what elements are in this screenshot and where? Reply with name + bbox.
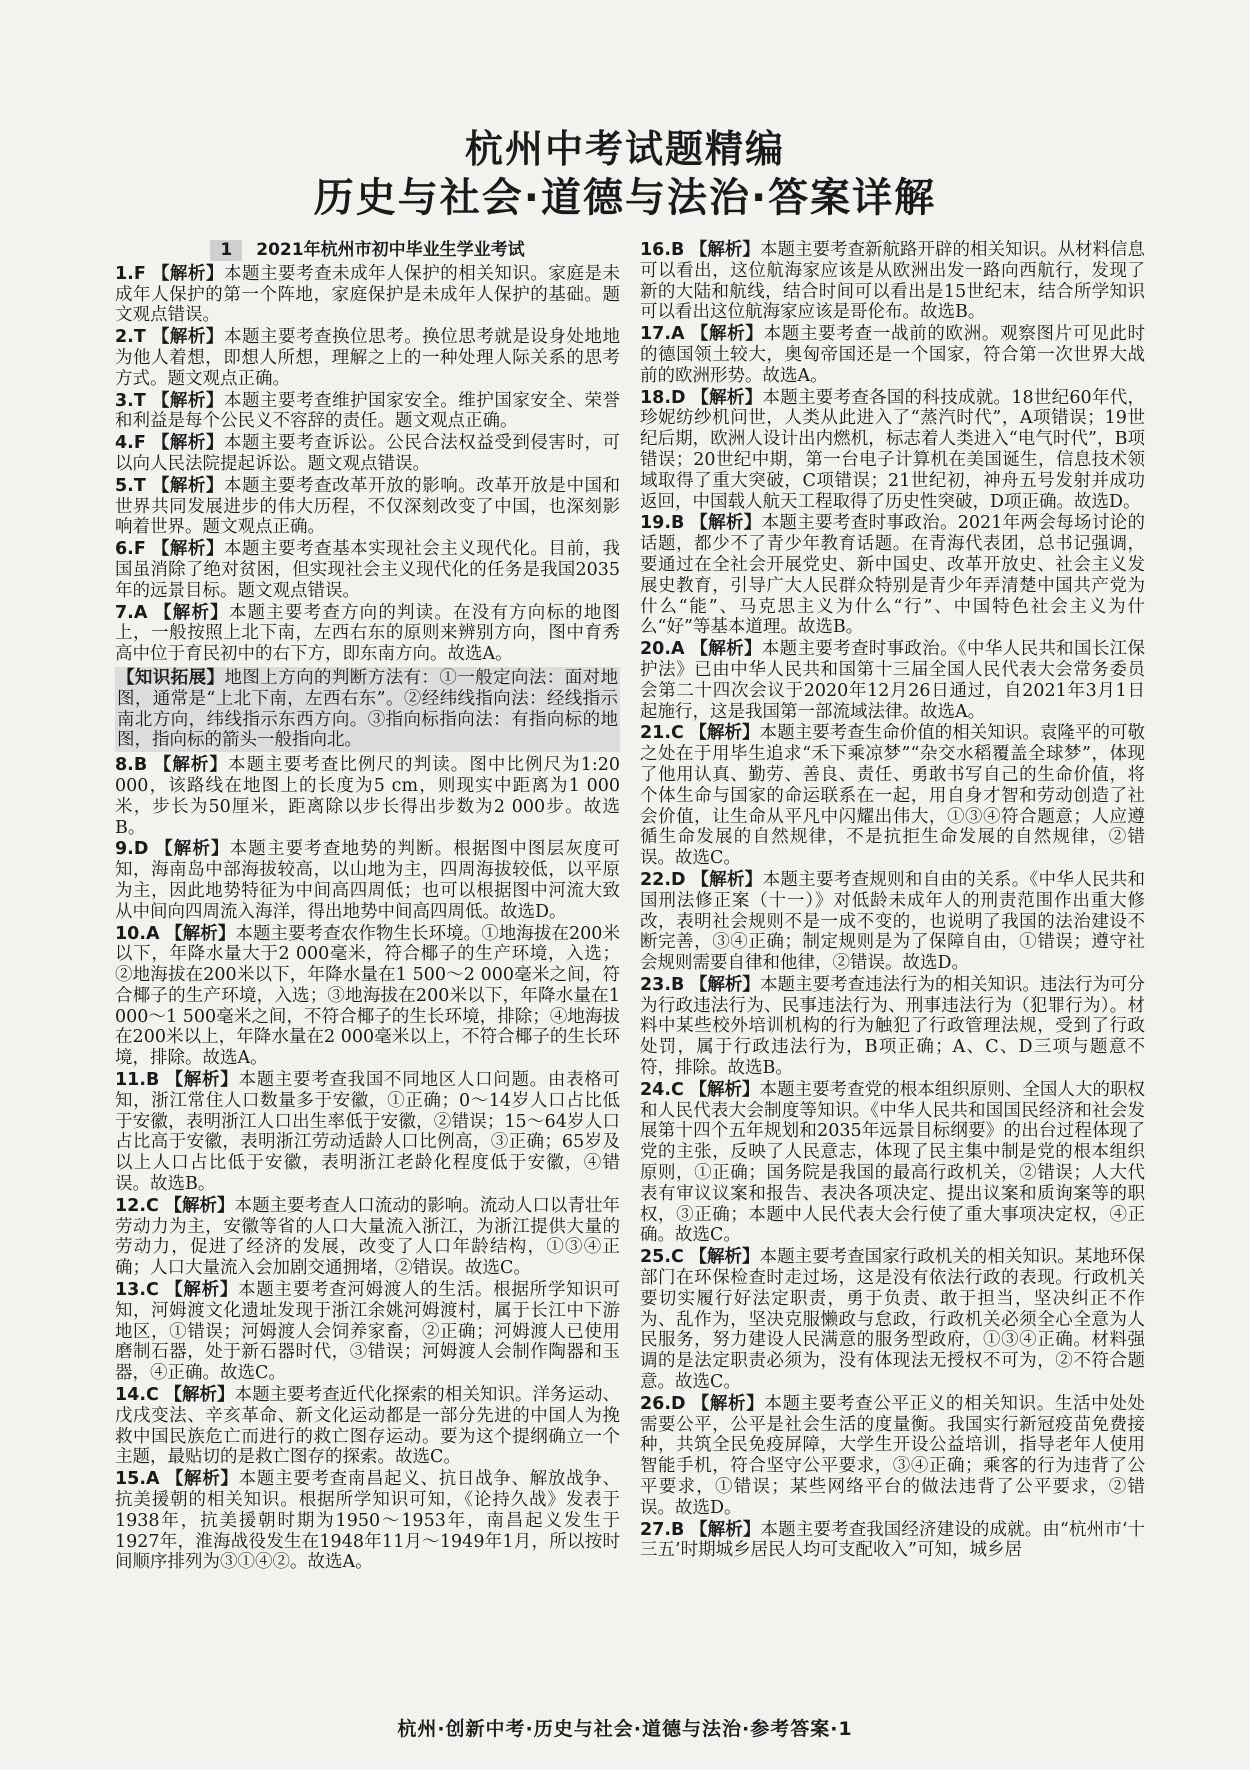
analysis-text: 本题主要考查未成年人保护的相关知识。家庭是未成年人保护的第一个阵地，家庭保护是未成年人保护的基础。题文观点错误。: [115, 263, 621, 326]
answer-item: [115, 1196, 620, 1279]
answer-item: [115, 327, 620, 389]
analysis-text: 本题主要考查人口流动的影响。流动人口以青壮年劳动力为主，安徽等省的人口大量流入浙江，为浙江提供大量的劳动力，促进了经济的发展，改变了人口年龄结构，①③④正确；人口大量流入会加剧交通拥堵，②错误。故选C。: [115, 1195, 620, 1279]
answer-item: [640, 388, 1145, 513]
analysis-tag: 【解析】: [689, 1247, 760, 1268]
analysis-text: 本题主要考查换位思考。换位思考就是设身处地地为他人着想，即想人所想，理解之上的一种处理人际关系的思考方式。题文观点正确。: [115, 327, 620, 389]
analysis-tag: 【解析】: [689, 974, 760, 995]
analysis-tag: 【解析】: [690, 513, 762, 534]
answer-item: [115, 539, 620, 601]
answer-item: [115, 1385, 620, 1468]
question-number: 22.D: [640, 869, 686, 890]
question-number: 1.F: [115, 263, 146, 284]
question-number: 19.B: [640, 513, 685, 534]
analysis-tag: 【解析】: [151, 475, 224, 496]
question-number: 17.A: [640, 324, 685, 345]
analysis-text: 本题主要考查农作物生长环境。①地海拔在200米以下，年降水量大于2 000毫米，符合椰子的生产环境，入选；②地海拔在200米以下，年降水量在1 500～2 000毫米之间，符合椰子的生产环境，入选；③地海拔在200米以下，年降水量在1 000～1 500毫米之间，不符合椰子的生长环境，排除；④地海拔在200米以上，年降水量在2 000毫米以上，不符合椰子的生长环境，排除。故选A。: [115, 923, 620, 1069]
analysis-text: 本题主要考查南昌起义、抗日战争、解放战争、抗美援朝的相关知识。根据所学知识可知，《论持久战》发表于1938年，抗美援朝时期为1950～1953年，南昌起义发生于1927年，淮海战役发生在1948年11月～1949年1月，所以按时间顺序排列为③①④②。故选A。: [115, 1469, 620, 1573]
question-number: 26.D: [640, 1393, 686, 1414]
analysis-tag: 【解析】: [691, 1393, 765, 1414]
answer-item: [640, 240, 1145, 323]
knowledge-extension-tag: 【知识拓展】: [117, 667, 225, 688]
answer-item: [115, 1280, 620, 1384]
question-number: 18.D: [640, 387, 686, 408]
question-number: 23.B: [640, 974, 685, 995]
analysis-tag: 【解析】: [164, 1195, 235, 1216]
left-column: [115, 240, 620, 1574]
question-number: 4.F: [115, 433, 146, 454]
page-title-line1: 杭州中考试题精编: [464, 127, 785, 171]
analysis-text: 本题主要考查近代化探索的相关知识。洋务运动、戊戌变法、辛亥革命、新文化运动都是一部分先进的中国人为挽救中国民族危亡而进行的救亡图存运动。要为这个提纲确立一个主题，最贴切的是救亡图存的探索。故选C。: [115, 1385, 620, 1468]
analysis-text: 本题主要考查改革开放的影响。改革开放是中国和世界共同发展进步的伟大历程，不仅深刻改变了中国，也深刻影响着世界。题文观点正确。: [115, 475, 620, 538]
question-number: 24.C: [640, 1079, 684, 1100]
analysis-text: 本题主要考查时事政治。2021年两会每场讨论的话题，都少不了青少年教育话题。在青海代表团，总书记强调，要通过在全社会开展党史、新中国史、改革开放史、社会主义发展史教育，引导广大人民群众特别是青少年弄清楚中国共产党为什么“能”、马克思主义为什么“行”、中国特色社会主义为什么“好”等基本道理。故选B。: [640, 513, 1145, 638]
answer-item: [640, 723, 1145, 869]
answer-item: [115, 264, 620, 326]
answer-item: [115, 924, 620, 1070]
question-number: 7.A: [115, 602, 148, 623]
answer-item: [640, 1080, 1145, 1246]
question-number: 2.T: [115, 327, 146, 348]
question-number: 25.C: [640, 1247, 684, 1268]
analysis-text: 本题主要考查各国的科技成就。18世纪60年代，珍妮纺纱机问世，人类从此进入了“蒸汽时代”，A项错误；19世纪后期，欧洲人设计出内燃机，标志着人类进入“电气时代”，B项错误；20世纪中期，第一台电子计算机在美国诞生，信息技术领域取得了重大突破，C项错误；21世纪初，神舟五号发射并成功返回，中国载人航天工程取得了历史性突破，D项正确。故选D。: [640, 387, 1145, 512]
knowledge-extension: [115, 667, 620, 752]
exam-number: 1: [210, 240, 242, 261]
exam-title: 2021年杭州市初中毕业生学业考试: [256, 240, 525, 260]
analysis-tag: 【解析】: [165, 923, 236, 944]
analysis-tag: 【解析】: [154, 602, 229, 623]
analysis-text: 本题主要考查一战前的欧洲。观察图片可见此时的德国领土较大，奥匈帝国还是一个国家，符合第一次世界大战前的欧洲形势。故选A。: [640, 324, 1145, 386]
answer-item: [115, 476, 620, 538]
analysis-tag: 【解析】: [690, 324, 764, 345]
question-number: 11.B: [115, 1070, 160, 1091]
analysis-text: 本题主要考查新航路开辟的相关知识。从材料信息可以看出，这位航海家应该是从欧洲出发一路向西航行，发现了新的大陆和航线，结合时间可以看出是15世纪末，结合所学知识可以看出这位航海家应该是哥伦布。故选B。: [640, 240, 1145, 323]
left-items-group-b: [115, 755, 620, 1573]
analysis-tag: 【解析】: [691, 869, 763, 890]
page-footer: 杭州·创新中考·历史与社会·道德与法治·参考答案·1: [397, 1718, 853, 1740]
question-number: 5.T: [115, 475, 146, 496]
question-number: 27.B: [640, 1519, 685, 1540]
analysis-text: 本题主要考查我国不同地区人口问题。由表格可知，浙江常住人口数量多于安徽，①正确；0～14岁人口占比低于安徽，表明浙江人口出生率低于安徽，②错误；15～64岁人口占比高于安徽，表明浙江劳动适龄人口比例高，③正确；65岁及以上人口占比低于安徽，表明浙江老龄化程度低于安徽，④错误。故选B。: [115, 1070, 620, 1195]
analysis-tag: 【解析】: [165, 1280, 239, 1301]
question-number: 21.C: [640, 723, 684, 744]
analysis-text: 本题主要考查诉讼。公民合法权益受到侵害时，可以向人民法院提起诉讼。题文观点错误。: [115, 433, 621, 474]
analysis-tag: 【解析】: [165, 1070, 239, 1091]
answer-item: [115, 1070, 620, 1195]
question-number: 15.A: [115, 1469, 160, 1490]
question-number: 8.B: [115, 755, 148, 776]
question-number: 10.A: [115, 923, 160, 944]
answer-item: [115, 603, 620, 665]
question-number: 9.D: [115, 839, 149, 860]
analysis-text: 本题主要考查党的根本组织原则、全国人大的职权和人民代表大会制度等知识。《中华人民共和国国民经济和社会发展第十四个五年规划和2035年远景目标纲要》的出台过程体现了党的主张，反映了人民意志，体现了民主集中制是党的根本组织原则，①正确；国务院是我国的最高行政机关，②错误；人大代表有审议议案和报告、表决各项决定、提出议案和质询案等的职权，③正确；本题中人民代表大会行使了重大事项决定权，④正确。故选C。: [640, 1079, 1145, 1246]
analysis-tag: 【解析】: [153, 755, 229, 776]
answer-item: [640, 1520, 1145, 1562]
analysis-text: 本题主要考查基本实现社会主义现代化。目前，我国虽消除了绝对贫困，但实现社会主义现代化的任务是我国2035年的远景目标。题文观点错误。: [115, 539, 621, 601]
analysis-tag: 【解析】: [165, 1469, 239, 1490]
left-items-group-a: [115, 264, 620, 665]
analysis-tag: 【解析】: [151, 327, 224, 348]
knowledge-extension-text: 地图上方向的判断方法有：①一般定向法：面对地图，通常是“上北下南，左西右东”。②经纬线指向法：经线指示南北方向，纬线指示东西方向。③指向标指向法：有指向标的地图，指向标的箭头一般指向北。: [117, 667, 619, 751]
analysis-tag: 【解析】: [151, 539, 224, 560]
analysis-tag: 【解析】: [151, 263, 224, 284]
question-number: 12.C: [115, 1195, 159, 1216]
analysis-text: 本题主要考查规则和自由的关系。《中华人民共和国刑法修正案（十一）》对低龄未成年人的刑责范围作出重大修改，表明社会规则不是一成不变的，也说明了我国的法治建设不断完善，③④正确；制定规则是为了保障自由，①错误；遵守社会规则需要自律和他律，②错误。故选D。: [640, 869, 1145, 974]
analysis-tag: 【解析】: [689, 723, 760, 744]
answer-item: [115, 755, 620, 838]
answer-item: [115, 391, 620, 433]
question-number: 13.C: [115, 1280, 159, 1301]
analysis-tag: 【解析】: [689, 240, 760, 260]
answer-item: [640, 975, 1145, 1079]
answer-item: [640, 870, 1145, 974]
answer-item: [115, 433, 620, 475]
analysis-tag: 【解析】: [690, 1519, 761, 1540]
analysis-text: 本题主要考查地势的判断。根据图中图层灰度可知，海南岛中部海拔较高，以山地为主，四周海拔较低，以平原为主，因此地势特征为中间高四周低；也可以根据图中河流大致从中间向四周流入海洋，得出地势中间高四周低。故选D。: [115, 839, 621, 922]
answer-item: [640, 639, 1145, 722]
analysis-tag: 【解析】: [689, 1079, 760, 1100]
analysis-text: 本题主要考查维护国家安全。维护国家安全、荣誉和利益是每个公民义不容辞的责任。题文观点正确。: [115, 390, 620, 432]
analysis-text: 本题主要考查生命价值的相关知识。袁隆平的可敬之处在于用毕生追求“禾下乘凉梦”“杂交水稻覆盖全球梦”，体现了他用认真、勤劳、善良、责任、勇敢书写自己的生命价值，将个体生命与国家的命运联系在一起，用自身才智和劳动创造了社会价值，让生命从平凡中闪耀出伟大，①③④符合题意；人应遵循生命发展的自然规律，不是抗拒生命发展的自然规律，②错误。故选C。: [640, 723, 1145, 869]
answer-item: [640, 513, 1145, 638]
analysis-text: 本题主要考查违法行为的相关知识。违法行为可分为行政违法行为、民事违法行为、刑事违法行为（犯罪行为）。材料中某些校外培训机构的行为触犯了行政管理法规，受到了行政处罚，属于行政违法行为，B项正确；A、C、D三项与题意不符，排除。故选B。: [640, 974, 1145, 1079]
answer-item: [640, 1247, 1145, 1393]
analysis-tag: 【解析】: [691, 387, 763, 408]
answer-item: [115, 1469, 620, 1573]
analysis-text: 本题主要考查比例尺的判读。图中比例尺为1:20 000，该路线在地图上的长度为5 cm，则现实中距离为1 000米，步长为50厘米，距离除以步长得出步数为2 000步。故选B。: [115, 755, 620, 838]
analysis-tag: 【解析】: [151, 390, 224, 411]
question-number: 14.C: [115, 1385, 159, 1406]
question-number: 20.A: [640, 639, 685, 660]
question-number: 16.B: [640, 240, 685, 260]
analysis-text: 本题主要考查公平正义的相关知识。生活中处处需要公平，公平是社会生活的度量衡。我国实行新冠疫苗免费接种，共筑全民免疫屏障，大学生开设公益培训，指导老年人使用智能手机，符合坚守公平要求，③④正确；乘客的行为违背了公平要求，①错误；某些网络平台的做法违背了公平要求，②错误。故选D。: [640, 1393, 1145, 1518]
answer-item: [640, 324, 1145, 386]
analysis-tag: 【解析】: [151, 433, 224, 454]
exam-heading: [115, 240, 620, 261]
answer-item: [640, 1394, 1145, 1519]
right-column: [640, 240, 1145, 1562]
analysis-text: 本题主要考查河姆渡人的生活。根据所学知识可知，河姆渡文化遗址发现于浙江余姚河姆渡村，属于长江中下游地区，①错误；河姆渡人会饲养家畜，②正确；河姆渡人已使用磨制石器，处于新石器时代，③错误；河姆渡人会制作陶器和玉器，④正确。故选C。: [115, 1280, 620, 1384]
question-number: 6.F: [115, 539, 146, 560]
analysis-text: 本题主要考查我国经济建设的成就。由“杭州市‘十三五’时期城乡居民人均可支配收入”可知，城乡居: [640, 1519, 1146, 1561]
analysis-text: 本题主要考查时事政治。《中华人民共和国长江保护法》已由中华人民共和国第十三届全国人民代表大会常务委员会第二十四次会议于2020年12月26日通过，自2021年3月1日起施行，这是我国第一部流域法律。故选A。: [640, 639, 1145, 722]
analysis-text: 本题主要考查国家行政机关的相关知识。某地环保部门在环保检查时走过场，这是没有依法行政的表现。行政机关要切实履行好法定职责，勇于负责、敢于担当，坚决纠正不作为、乱作为，坚决克服懒政与怠政，行政机关必须全心全意为人民服务，努力建设人民满意的服务型政府，①③④正确。材料强调的是法定职责必须为，没有体现法无授权不可为，②不符合题意。故选C。: [640, 1247, 1145, 1393]
page-title-line2: 历史与社会·道德与法治·答案详解: [313, 175, 937, 221]
analysis-tag: 【解析】: [690, 639, 762, 660]
analysis-tag: 【解析】: [155, 839, 230, 860]
analysis-tag: 【解析】: [164, 1385, 235, 1406]
answer-item: [115, 839, 620, 922]
question-number: 3.T: [115, 390, 146, 411]
analysis-text: 本题主要考查方向的判读。在没有方向标的地图上，一般按照上北下南，左西右东的原则来辨别方向，图中育秀高中位于育民初中的右下方，即东南方向。故选A。: [115, 602, 620, 665]
